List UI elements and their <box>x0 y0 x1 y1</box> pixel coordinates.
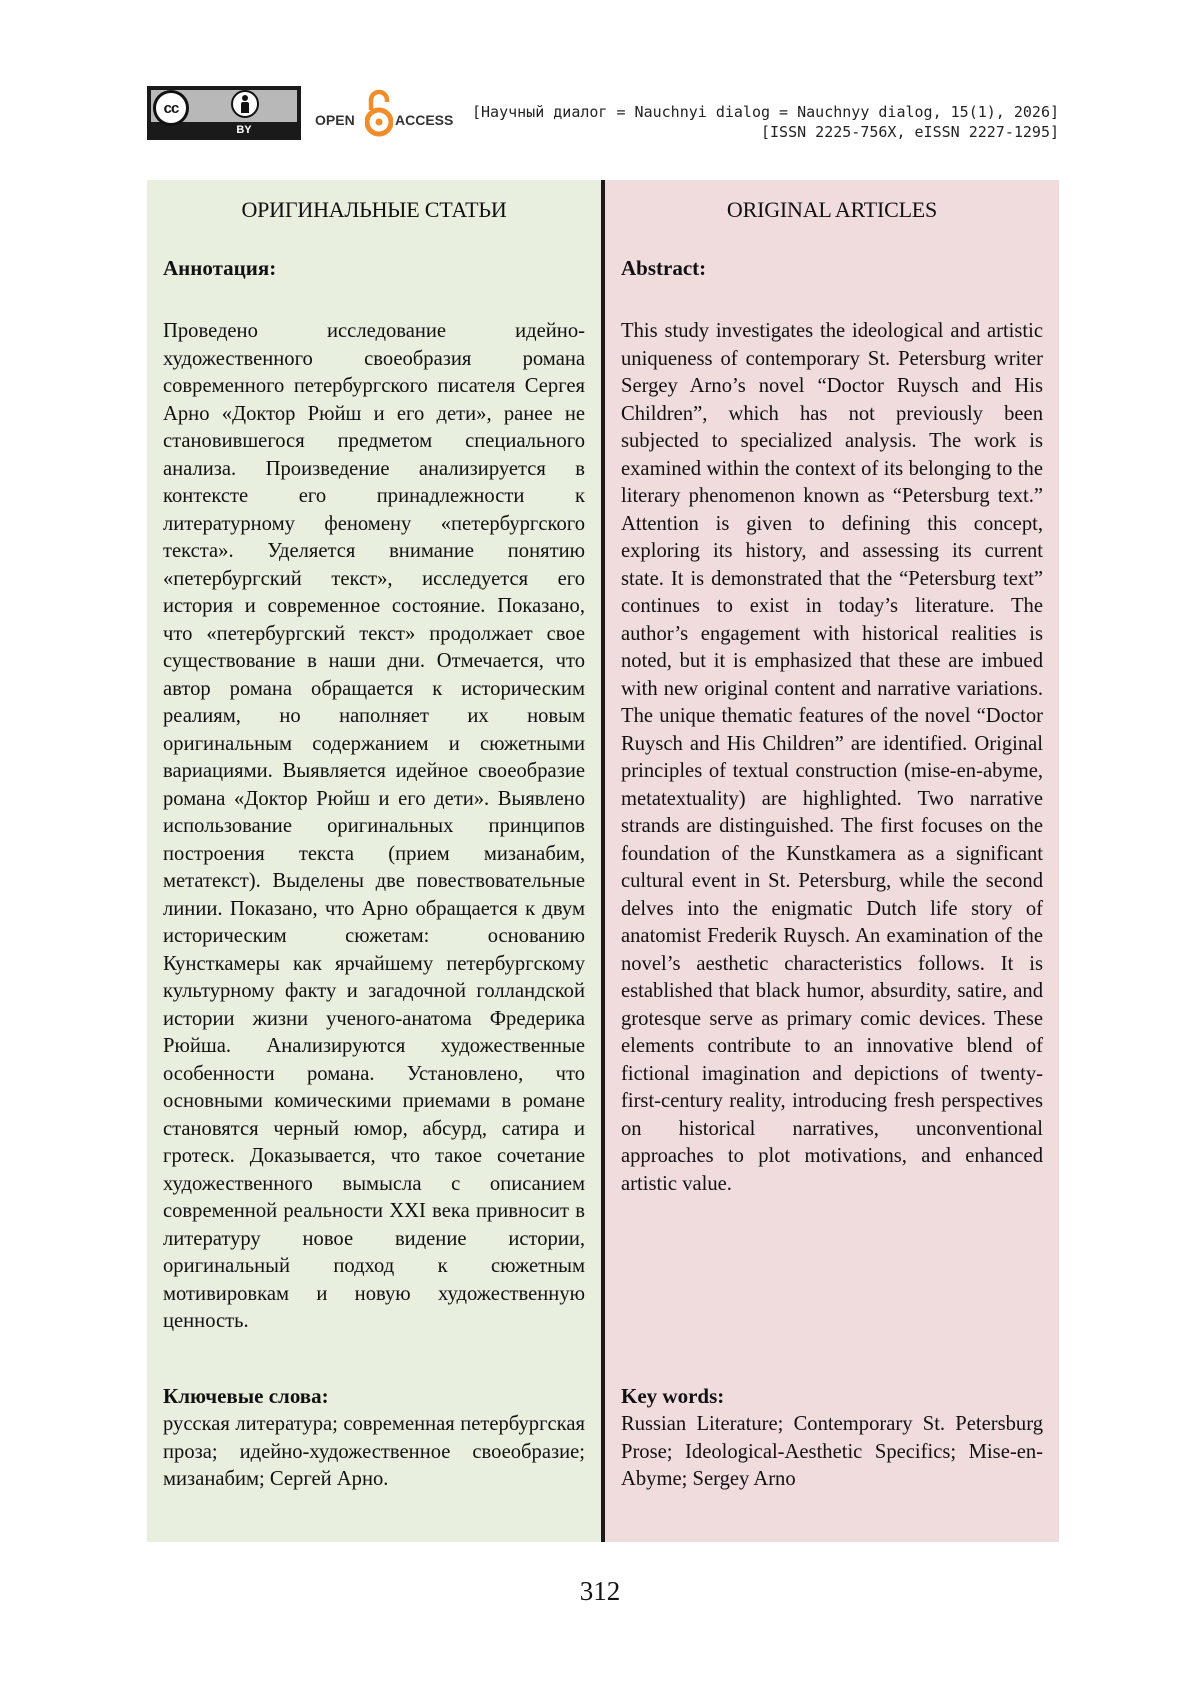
license-by-label: BY <box>236 124 252 136</box>
open-access-open-label: OPEN <box>315 112 355 128</box>
russian-abstract-label: Аннотация: <box>163 256 277 280</box>
russian-keywords-label: Ключевые слова: <box>163 1384 329 1408</box>
journal-citation-line: [Научный диалог = Nauchnyi dialog = Nauchnyy dialog, 15(1), 2026] <box>472 103 1059 121</box>
russian-abstract-text: Проведено исследование идейно-художественного своеобразия романа современного петербургского писателя Сергея Арно «Доктор Рюйш и его дети», ранее не становившегося предметом специального анализа. Произведение анализируется в контексте его принадлежности к литературному феномену «петербургского текста». Уделяется внимание понятию «петербургский текст», исследуется его история и современное состояние. Показано, что «петербургский текст» продолжает свое существование в наши дни. Отмечается, что автор романа обращается к историческим реалиям, но наполняет их новым оригинальным содержанием и сюжетными вариациями. Выявляется идейное своеобразие романа «Доктор Рюйш и его дети». Выявлено использование оригинальных принципов построения текста (прием мизанабим, метатекст). Выделены две повествовательные линии. Показано, что Арно обращается к двум историческим сюжетам: основанию Кунсткамеры как ярчайшему петербургскому культурному факту и загадочной голландской истории жизни ученого-анатома Фредерика Рюйша. Анализируются художественные особенности романа. Установлено, что основными комическими приемами в романе становятся черный юмор, абсурд, сатира и гротеск. Доказывается, что такое сочетание художественного вымысла с описанием современной реальности XXI века привносит в литературу новое видение истории, оригинальный подход к сюжетным мотивировкам и новую художественную ценность. <box>163 320 585 1332</box>
russian-section-title: ОРИГИНАЛЬНЫЕ СТАТЬИ <box>241 197 507 222</box>
journal-citation <box>472 102 1059 142</box>
creative-commons-icon: cc <box>153 90 189 126</box>
english-keywords-label: Key words: <box>621 1384 725 1408</box>
english-keywords-text: Russian Literature; Contemporary St. Petersburg Prose; Ideological-Aesthetic Specifics; Mise-en-Abyme; Sergey Arno <box>621 1413 1043 1490</box>
english-abstract-text: This study investigates the ideological and artistic uniqueness of contemporary St. Petersburg writer Sergey Arno’s novel “Doctor Ruysch and His Children”, which has not previously been subjected to specialized analysis. The work is examined within the context of its belonging to the literary phenomenon known as “Petersburg text.” Attention is given to defining this concept, exploring its history, and assessing its current state. It is demonstrated that the “Petersburg text” continues to exist in today’s literature. The author’s engagement with historical realities is noted, but it is emphasized that these are imbued with new original content and narrative variations. The unique thematic features of the novel “Doctor Ruysch and His Children” are identified. Original principles of textual construction (mise-en-abyme, metatextuality) are highlighted. Two narrative strands are distinguished. The first focuses on the foundation of the Kunstkamera as a significant cultural event in St. Petersburg, while the second delves into the enigmatic Dutch life story of anatomist Frederik Ruysch. An examination of the novel’s aesthetic characteristics follows. It is established that black humor, absurdity, satire, and grotesque serve as primary comic devices. These elements contribute to an innovative blend of fictional imagination and depictions of twenty-first-century reality, introducing fresh perspectives on historical narratives, unconventional approaches to plot motivations, and enhanced artistic value. <box>621 320 1043 1195</box>
english-abstract-label: Abstract: <box>621 256 707 280</box>
english-section-title: ORIGINAL ARTICLES <box>726 197 938 222</box>
open-access-logo <box>315 88 465 140</box>
open-access-access-label: ACCESS <box>395 112 454 128</box>
bilingual-abstract-block <box>147 180 1059 1542</box>
journal-issn-line: [ISSN 2225-756X, eISSN 2227-1295] <box>760 123 1059 141</box>
attribution-person-icon <box>231 90 259 118</box>
english-column <box>605 180 1059 1542</box>
cc-by-license-badge[interactable] <box>147 86 301 140</box>
page-number: 312 <box>579 1576 621 1606</box>
russian-keywords-text: русская литература; современная петербургская проза; идейно-художественное своеобразие; мизанабим; Сергей Арно. <box>163 1413 585 1490</box>
open-access-lock-icon <box>365 88 393 138</box>
russian-column <box>147 180 601 1542</box>
page-header <box>147 86 1059 142</box>
